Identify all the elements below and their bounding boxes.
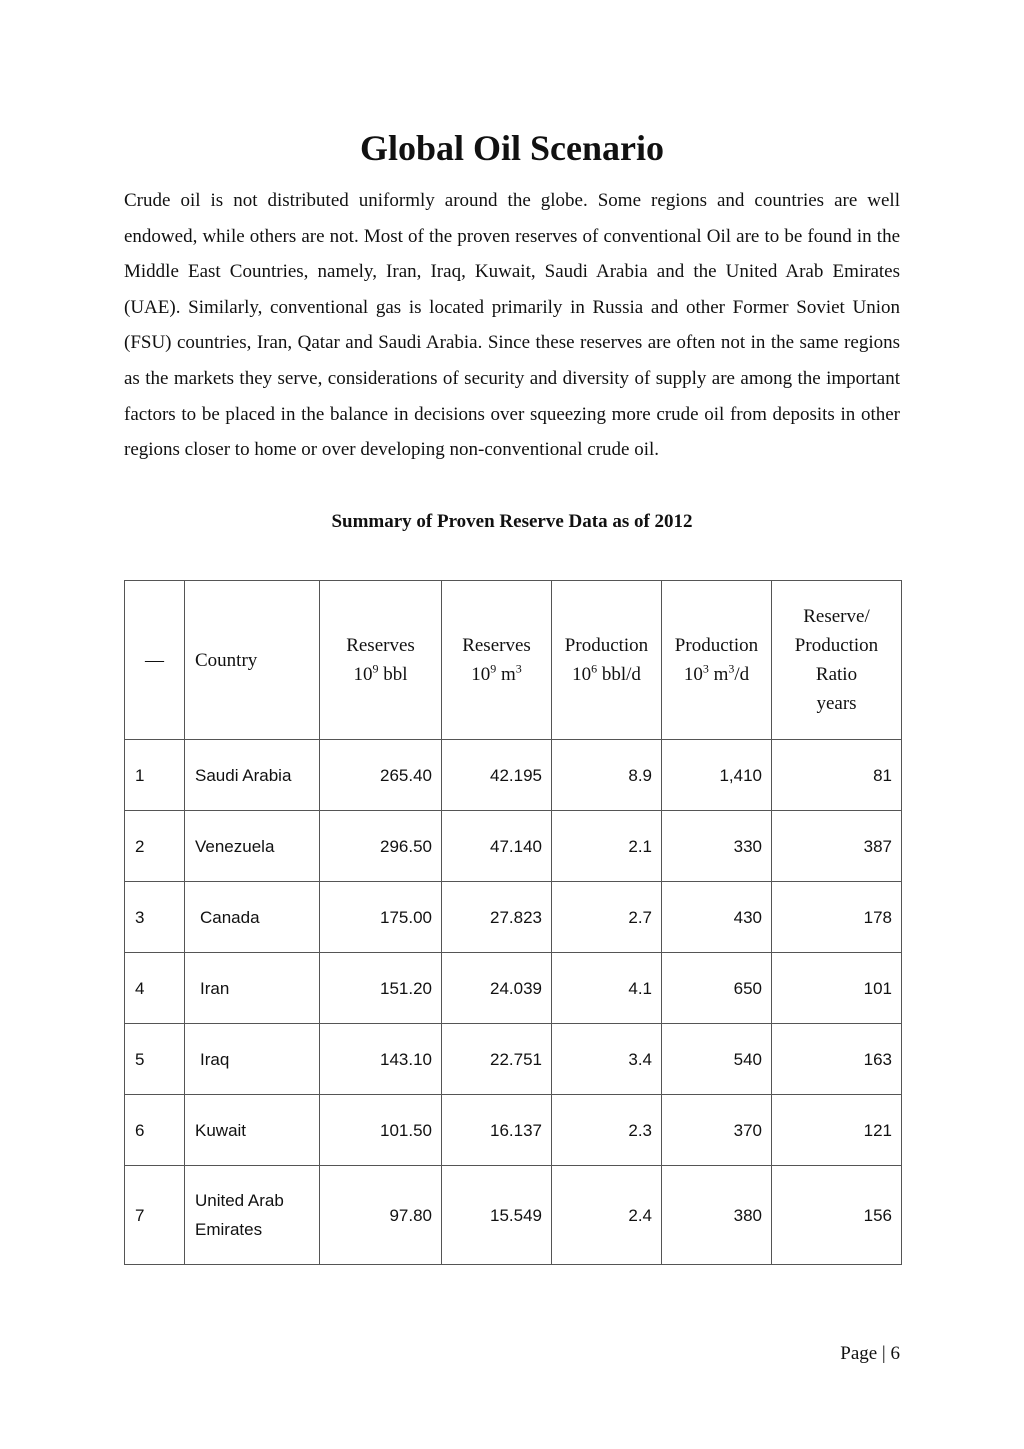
header-reserves-m3: [442, 581, 552, 740]
row-country: Iraq: [185, 1024, 320, 1095]
row-production-bbl: 8.9: [552, 740, 662, 811]
header-production-m3-unit-exp: 3: [728, 661, 735, 676]
table-row: [125, 1166, 902, 1265]
row-production-bbl: 2.7: [552, 882, 662, 953]
row-production-bbl: 3.4: [552, 1024, 662, 1095]
row-production-m3: 370: [662, 1095, 772, 1166]
table-row: [125, 740, 902, 811]
row-production-bbl: 2.4: [552, 1166, 662, 1265]
header-reserves-bbl-exp: 9: [372, 661, 379, 676]
header-index: —: [125, 581, 185, 740]
row-reserves-bbl: 296.50: [320, 811, 442, 882]
row-reserves-m3: 27.823: [442, 882, 552, 953]
header-reserves-bbl-base: 10: [353, 664, 373, 685]
row-ratio: 156: [772, 1166, 902, 1265]
table-row: [125, 953, 902, 1024]
row-reserves-bbl: 97.80: [320, 1166, 442, 1265]
row-country: Saudi Arabia: [185, 740, 320, 811]
row-country: [185, 1166, 320, 1265]
row-production-m3: 380: [662, 1166, 772, 1265]
row-reserves-m3: 22.751: [442, 1024, 552, 1095]
header-reserves-m3-label: Reserves: [462, 635, 531, 656]
row-country: Venezuela: [185, 811, 320, 882]
row-reserves-bbl: 265.40: [320, 740, 442, 811]
row-country-line1: United Arab: [195, 1191, 284, 1210]
header-production-bbl: [552, 581, 662, 740]
row-reserves-bbl: 101.50: [320, 1095, 442, 1166]
header-ratio-line1: Reserve/: [803, 606, 870, 627]
header-reserves-m3-exp: 9: [490, 661, 497, 676]
row-production-bbl: 4.1: [552, 953, 662, 1024]
table-row: [125, 1095, 902, 1166]
header-reserves-m3-unit-exp: 3: [515, 661, 522, 676]
reserves-table: [124, 580, 902, 1265]
table-row: [125, 811, 902, 882]
header-production-bbl-base: 10: [572, 664, 592, 685]
row-reserves-m3: 47.140: [442, 811, 552, 882]
row-country-line2: Emirates: [195, 1220, 263, 1239]
row-ratio: 121: [772, 1095, 902, 1166]
table-caption: Summary of Proven Reserve Data as of 2012: [331, 511, 693, 532]
row-reserves-m3: 24.039: [442, 953, 552, 1024]
row-index: 1: [125, 740, 185, 811]
row-reserves-bbl: 143.10: [320, 1024, 442, 1095]
header-ratio: [772, 581, 902, 740]
header-country: Country: [185, 581, 320, 740]
row-reserves-m3: 16.137: [442, 1095, 552, 1166]
row-reserves-bbl: 175.00: [320, 882, 442, 953]
header-production-m3-base: 10: [683, 664, 703, 685]
row-index: 5: [125, 1024, 185, 1095]
row-index: 2: [125, 811, 185, 882]
header-ratio-line2: Production: [794, 635, 879, 656]
table-header-row: [125, 581, 902, 740]
row-reserves-m3: 15.549: [442, 1166, 552, 1265]
row-production-m3: 540: [662, 1024, 772, 1095]
table-row: [125, 1024, 902, 1095]
header-ratio-line3: Ratio: [815, 664, 858, 685]
header-production-m3-unit-tail: /d: [734, 664, 750, 685]
header-reserves-bbl-label: Reserves: [346, 635, 415, 656]
row-reserves-m3: 42.195: [442, 740, 552, 811]
header-reserves-m3-unit: m: [496, 664, 516, 685]
table-row: [125, 882, 902, 953]
row-index: 6: [125, 1095, 185, 1166]
header-production-bbl-label: Production: [564, 635, 649, 656]
row-production-m3: 430: [662, 882, 772, 953]
row-reserves-bbl: 151.20: [320, 953, 442, 1024]
row-index: 4: [125, 953, 185, 1024]
row-production-m3: 650: [662, 953, 772, 1024]
header-reserves-bbl: [320, 581, 442, 740]
row-country: Kuwait: [185, 1095, 320, 1166]
row-ratio: 81: [772, 740, 902, 811]
header-production-m3: [662, 581, 772, 740]
row-production-bbl: 2.3: [552, 1095, 662, 1166]
row-country: Iran: [185, 953, 320, 1024]
row-ratio: 387: [772, 811, 902, 882]
header-production-bbl-unit: bbl/d: [597, 664, 641, 685]
row-ratio: 178: [772, 882, 902, 953]
header-production-m3-unit: m: [708, 664, 729, 685]
page-number: Page | 6: [840, 1343, 900, 1364]
header-reserves-m3-base: 10: [471, 664, 491, 685]
row-ratio: 163: [772, 1024, 902, 1095]
row-production-m3: 1,410: [662, 740, 772, 811]
header-reserves-bbl-unit: bbl: [378, 664, 408, 685]
row-country: Canada: [185, 882, 320, 953]
row-production-bbl: 2.1: [552, 811, 662, 882]
row-ratio: 101: [772, 953, 902, 1024]
row-index: 3: [125, 882, 185, 953]
row-production-m3: 330: [662, 811, 772, 882]
body-paragraph: Crude oil is not distributed uniformly around the globe. Some regions and countries are well endowed, while others are not. Most of the proven reserves of conventional Oil are to be found in the Middle East Countries, namely, Iran, Iraq, Kuwait, Saudi Arabia and the United Arab Emirates (UAE). Similarly, conventional gas is located primarily in Russia and other Former Soviet Union (FSU) countries, Iran, Qatar and Saudi Arabia. Since these reserves are often not in the same regions as the markets they serve, considerations of security and diversity of supply are among the important factors to be placed in the balance in decisions over squeezing more crude oil from deposits in other regions closer to home or over developing non-conventional crude oil.: [124, 190, 900, 461]
header-ratio-line4: years: [816, 693, 857, 714]
header-production-m3-label: Production: [674, 635, 759, 656]
header-production-m3-exp: 3: [702, 661, 709, 676]
page-title: Global Oil Scenario: [359, 128, 664, 168]
header-production-bbl-exp: 6: [591, 661, 598, 676]
row-index: 7: [125, 1166, 185, 1265]
